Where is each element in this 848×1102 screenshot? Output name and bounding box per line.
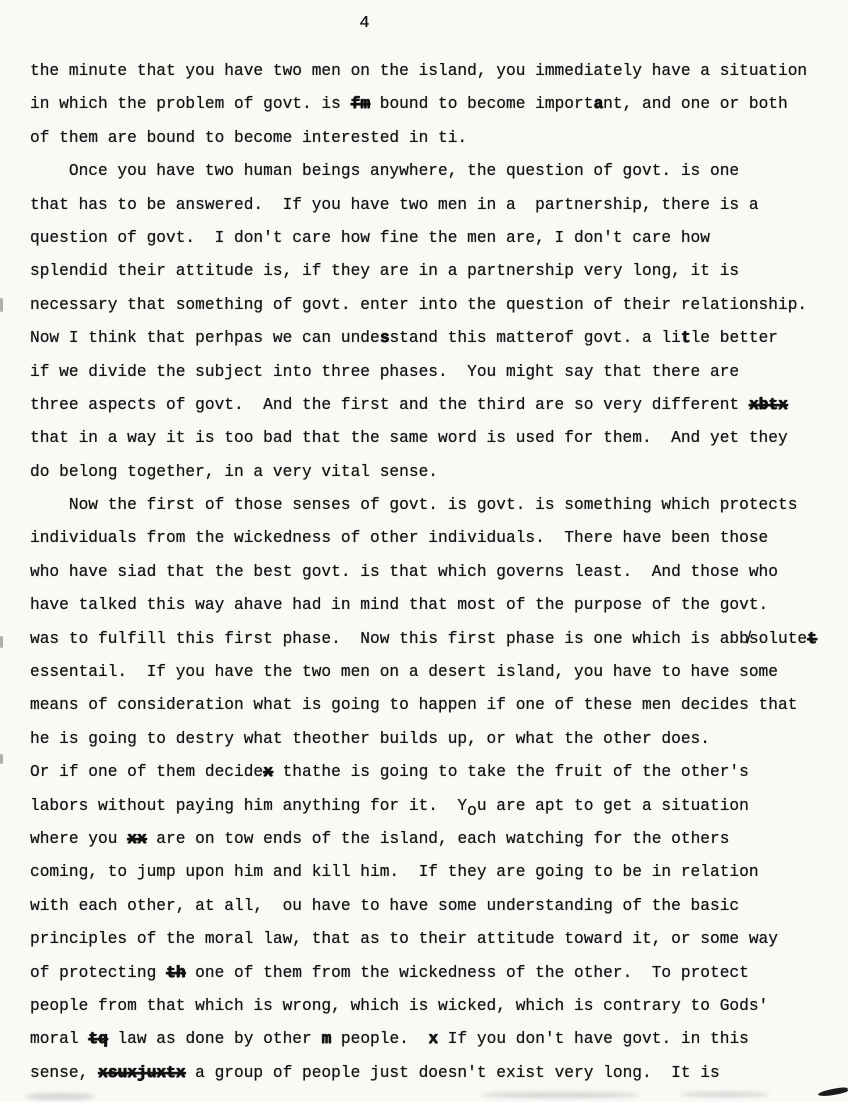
- overstruck-text: s: [379, 329, 390, 348]
- text-line: [30, 189, 836, 222]
- page-body: [30, 55, 836, 1090]
- overstruck-text: th: [166, 963, 186, 982]
- overstruck-text: a: [593, 95, 604, 114]
- text-run: labors without paying him anything for it. Y: [30, 796, 468, 815]
- text-line: [30, 222, 836, 255]
- text-run: are on tow ends of the island, each watching for the others: [146, 829, 730, 848]
- overstruck-text: fm: [350, 95, 371, 114]
- text-run: necessary that something of govt. enter into the question of their relationship.: [30, 295, 808, 314]
- text-run: who have siad that the best govt. is that which governs least. And those who: [30, 562, 778, 581]
- overstruck-text: xbtx: [748, 395, 788, 414]
- text-run: that has to be answered. If you have two men in a partnership, there is a: [30, 195, 759, 214]
- text-line: [30, 88, 836, 121]
- text-line: [30, 823, 836, 856]
- text-line: [30, 556, 836, 589]
- overstruck-text: m: [321, 1030, 332, 1049]
- text-line: [30, 522, 836, 555]
- text-line: [30, 356, 836, 389]
- subscript-text: o: [467, 801, 477, 820]
- overstruck-text: xx: [127, 829, 147, 848]
- text-run: with each other, at all, ou have to have some understanding of the basic: [30, 896, 740, 915]
- text-line: [30, 1023, 836, 1056]
- text-run: that in a way it is too bad that the same word is used for them. And yet they: [30, 429, 788, 448]
- text-run: sense,: [30, 1063, 98, 1082]
- text-line: [30, 890, 836, 923]
- text-line: [30, 255, 836, 288]
- text-run: bound to become import: [370, 95, 594, 114]
- text-run: Now the first of those senses of govt. is govt. is something which protects: [30, 496, 798, 515]
- text-run: Now I think that perhpas we can unde: [30, 329, 380, 348]
- text-run: nt, and one or both: [603, 95, 788, 114]
- overstruck-text: x: [263, 763, 273, 782]
- text-line: [30, 489, 836, 522]
- text-line: [30, 723, 836, 756]
- text-run: stand this matterof govt. a li: [389, 329, 681, 348]
- text-line: [30, 456, 836, 489]
- text-line: [30, 790, 836, 823]
- text-run: b̸: [739, 629, 749, 648]
- text-run: moral: [30, 1030, 89, 1049]
- text-run: solute: [748, 629, 808, 648]
- overstruck-text: x: [428, 1030, 439, 1049]
- text-run: question of govt. I don't care how fine the men are, I don't care how: [30, 228, 710, 247]
- text-run: have talked this way ahave had in mind that most of the purpose of the govt.: [30, 596, 769, 615]
- text-run: a group of people just doesn't exist very long. It is: [185, 1063, 720, 1082]
- text-run: of them are bound to become interested in ti.: [30, 128, 468, 147]
- text-line: [30, 389, 836, 422]
- text-run: Once you have two human beings anywhere, the question of govt. is one: [30, 162, 740, 181]
- overstruck-text: t: [807, 629, 817, 648]
- text-run: means of consideration what is going to happen if one of these men decides that: [30, 696, 798, 715]
- text-line: [30, 1057, 836, 1090]
- text-run: of protecting: [30, 963, 166, 982]
- text-line: [30, 957, 836, 990]
- text-line: [30, 322, 836, 355]
- text-line: [30, 623, 836, 656]
- text-line: [30, 422, 836, 455]
- ink-smudge: [480, 1092, 640, 1098]
- text-run: law as done by other: [107, 1030, 322, 1049]
- scan-edge-artifact: [0, 298, 3, 312]
- text-run: he is going to destry what theother builds up, or what the other does.: [30, 729, 710, 748]
- text-run: if we divide the subject into three phases. You might say that there are: [30, 362, 740, 381]
- text-line: [30, 55, 836, 88]
- overstruck-text: t: [680, 329, 691, 348]
- text-run: individuals from the wickedness of other individuals. There have been those: [30, 529, 769, 548]
- text-run: people from that which is wrong, which is wicked, which is contrary to Gods': [30, 996, 769, 1015]
- text-run: le better: [690, 329, 779, 348]
- text-line: [30, 589, 836, 622]
- overstruck-text: xsuxjuxtx: [98, 1063, 186, 1082]
- text-line: [30, 756, 836, 789]
- text-run: the minute that you have two men on the island, you immediately have a situation: [30, 62, 808, 80]
- ink-smudge: [25, 1093, 95, 1100]
- text-line: [30, 990, 836, 1023]
- text-line: [30, 122, 836, 155]
- ink-smudge: [680, 1092, 770, 1097]
- text-run: principles of the moral law, that as to their attitude toward it, or some way: [30, 930, 778, 949]
- text-run: was to fulfill this first phase. Now this first phase is one which is ab: [30, 629, 740, 648]
- text-run: thathe is going to take the fruit of the other's: [272, 763, 749, 782]
- text-run: coming, to jump upon him and kill him. If they are going to be in relation: [30, 863, 759, 882]
- scan-edge-artifact: [0, 754, 3, 764]
- scan-edge-artifact: [0, 636, 3, 648]
- text-run: essentail. If you have the two men on a desert island, you have to have some: [30, 663, 778, 682]
- text-run: do belong together, in a very vital sense.: [30, 462, 438, 481]
- text-line: [30, 155, 836, 188]
- text-line: [30, 923, 836, 956]
- text-line: [30, 856, 836, 889]
- text-line: [30, 689, 836, 722]
- page-number: 4: [359, 14, 371, 33]
- overstruck-text: tq: [88, 1030, 108, 1049]
- text-run: one of them from the wickedness of the other. To protect: [185, 963, 749, 982]
- text-line: [30, 656, 836, 689]
- text-run: people.: [331, 1030, 429, 1049]
- text-run: in which the problem of govt. is: [30, 95, 351, 114]
- text-run: u are apt to get a situation: [476, 796, 749, 815]
- text-run: Or if one of them decide: [30, 763, 264, 782]
- text-run: splendid their attitude is, if they are in a partnership very long, it is: [30, 262, 740, 281]
- text-line: [30, 289, 836, 322]
- text-run: If you don't have govt. in this: [438, 1030, 749, 1049]
- text-run: where you: [30, 829, 128, 848]
- text-run: three aspects of govt. And the first and the third are so very different: [30, 395, 749, 414]
